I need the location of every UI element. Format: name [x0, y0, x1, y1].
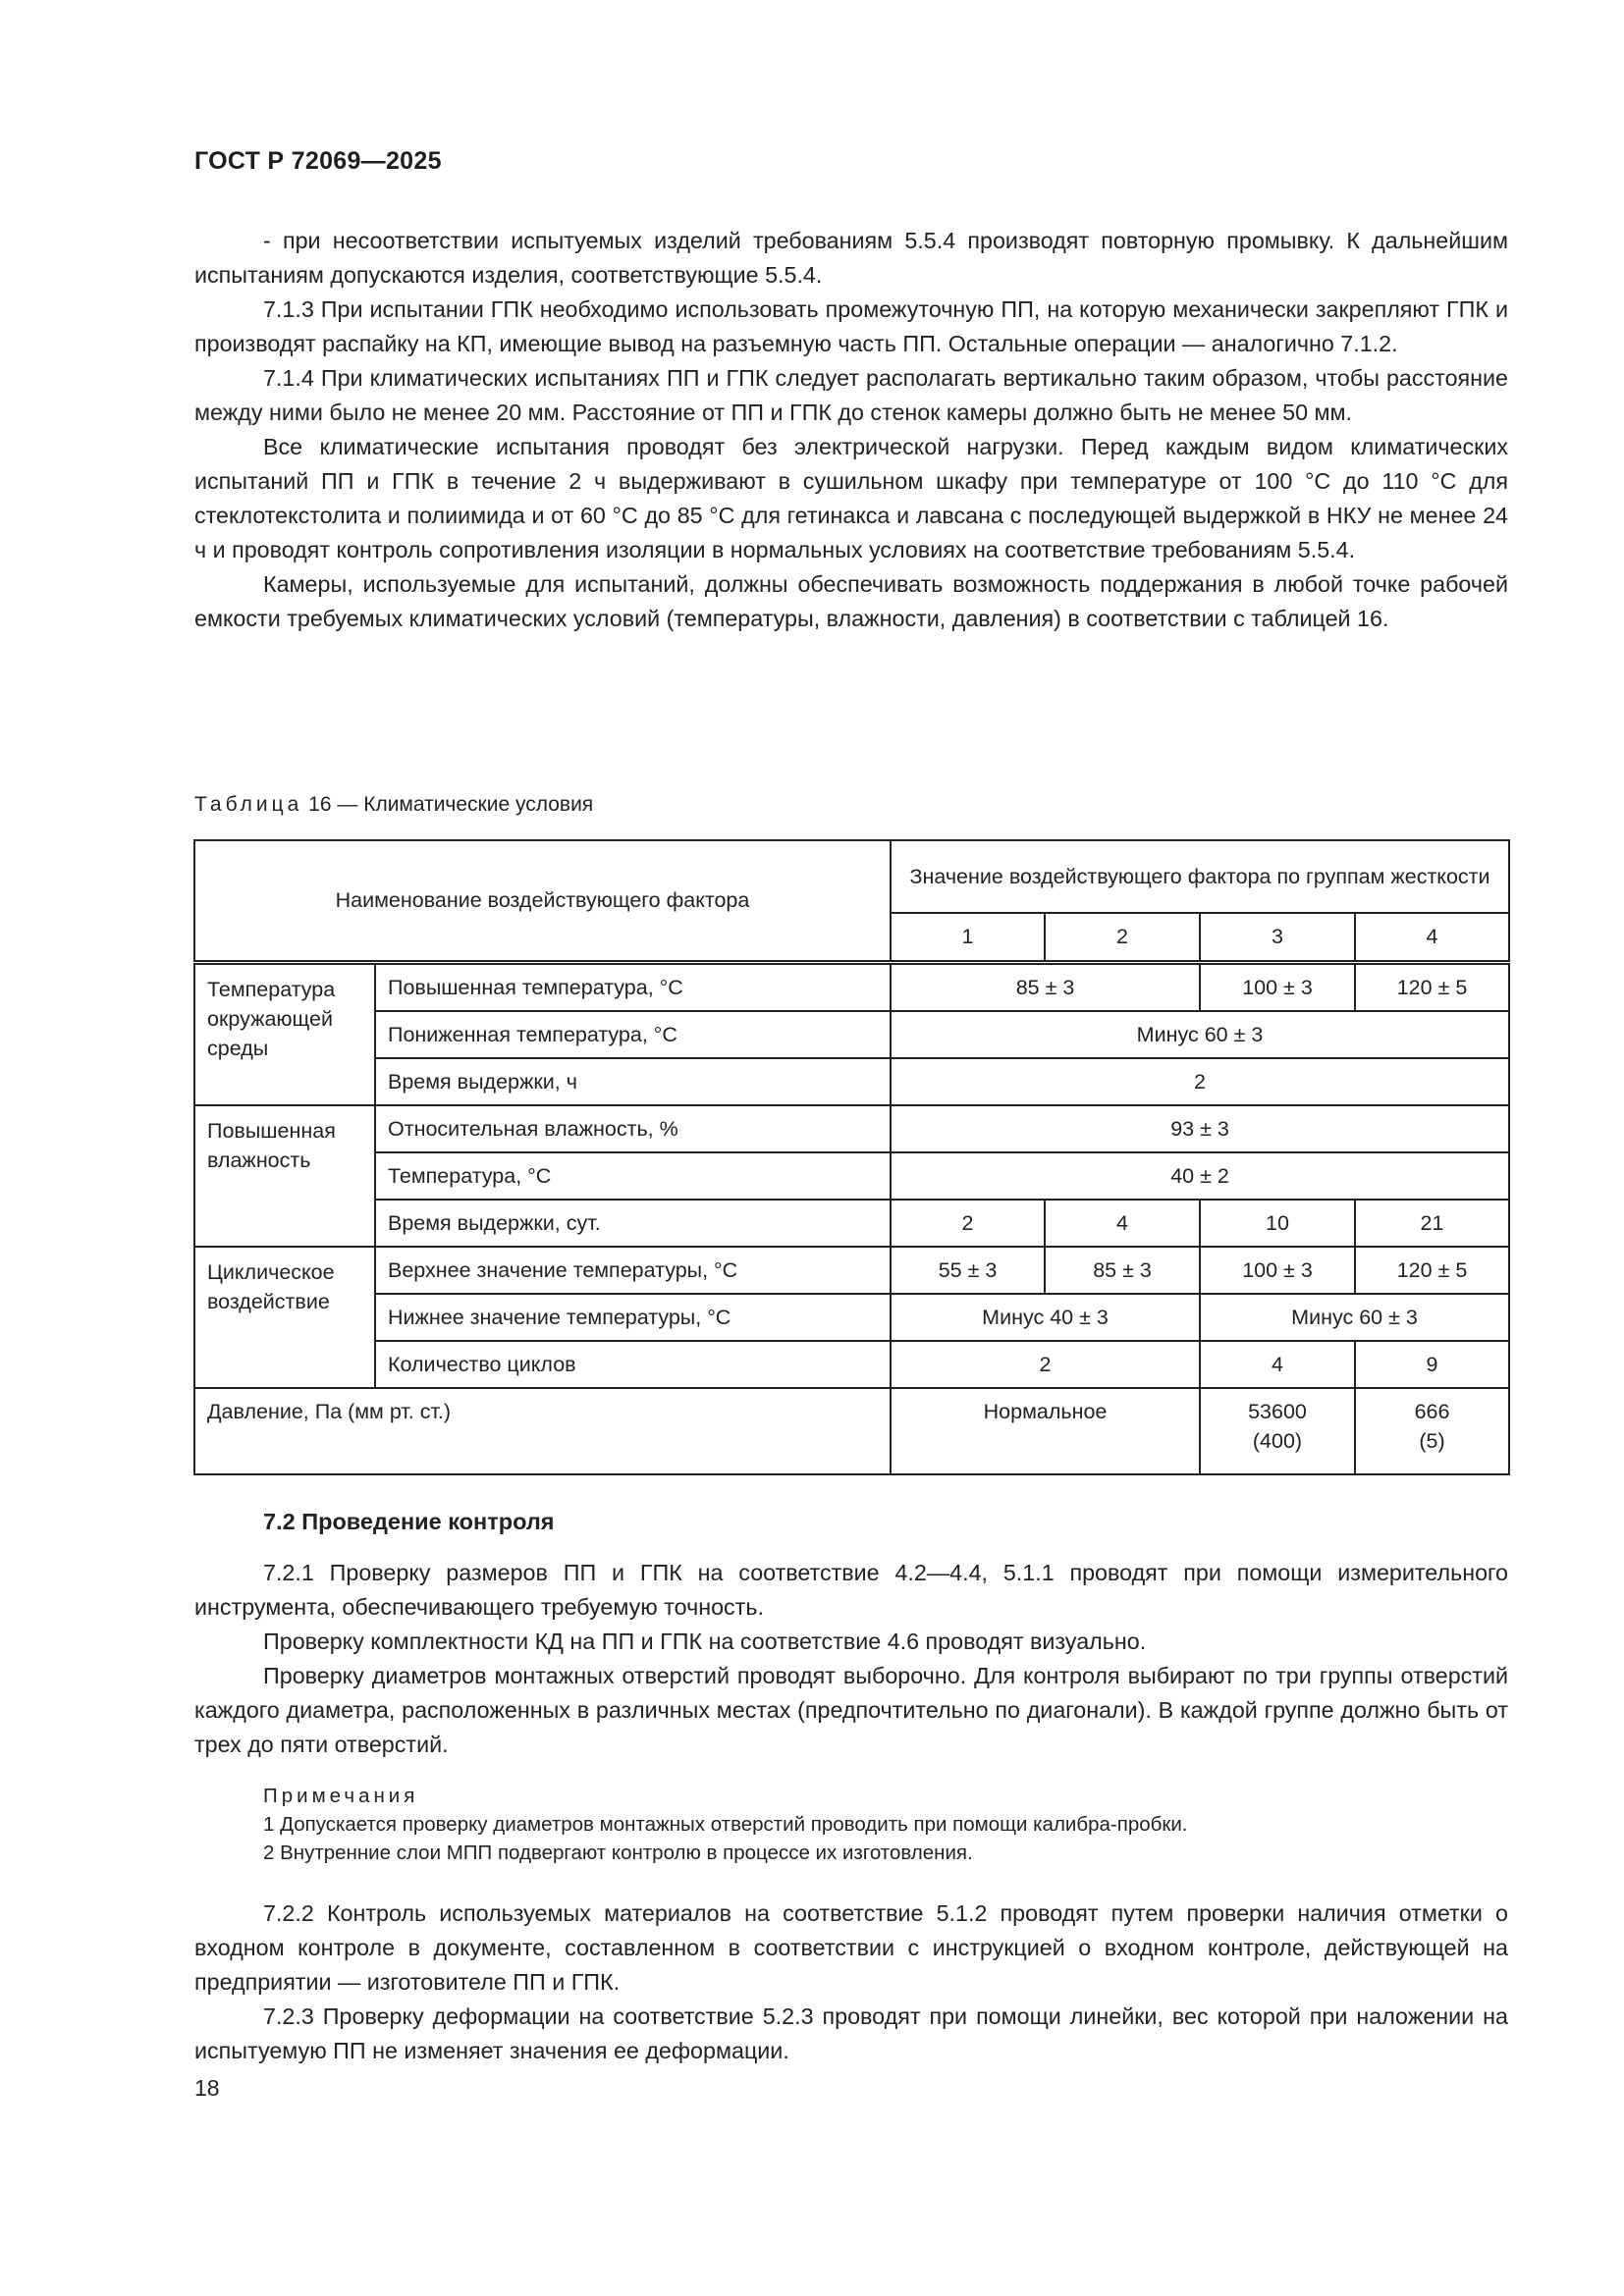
section-7-2-text-continued: [194, 1896, 1508, 2068]
value-line: (5): [1419, 1429, 1445, 1453]
table-row: [194, 1058, 1509, 1105]
table-row: [194, 1341, 1509, 1388]
header-group-2: 2: [1045, 913, 1200, 963]
table-header-row: [194, 840, 1509, 913]
notes-title: Примечания: [263, 1785, 419, 1807]
value-cell: [1355, 1388, 1509, 1474]
pressure-name: Давление, Па (мм рт. ст.): [194, 1388, 891, 1474]
section-heading-7-2: 7.2 Проведение контроля: [263, 1509, 555, 1534]
param-cell: Нижнее значение температуры, °С: [375, 1294, 891, 1341]
document-code-header: ГОСТ Р 72069—2025: [194, 147, 442, 175]
header-groups-title: Значение воздействующего фактора по группам жесткости: [891, 840, 1509, 913]
value-cell: Минус 40 ± 3: [891, 1294, 1200, 1341]
param-cell: Время выдержки, сут.: [375, 1200, 891, 1247]
value-cell: 2: [891, 1341, 1200, 1388]
paragraph-7-2-2: 7.2.2 Контроль используемых материалов на соответствие 5.1.2 проводят путем проверки наличия отметки о входном контроле в документе, составленном в соответствии с инструкцией о входном контроле, действующей на предприятии — изготовителе ПП и ГПК.: [194, 1900, 1508, 1995]
paragraph-7-1-3: 7.1.3 При испытании ГПК необходимо использовать промежуточную ПП, на которую механически закрепляют ГПК и производят распайку на КП, имеющие вывод на разъемную часть ПП. Остальные операции — аналогично 7.1.2.: [194, 296, 1508, 356]
paragraph-holes-check: Проверку диаметров монтажных отверстий проводят выборочно. Для контроля выбирают по три группы отверстий каждого диаметра, расположенных в различных местах (предпочтительно по диагонали). В каждой группе должно быть от трех до пяти отверстий.: [194, 1663, 1508, 1757]
param-cell: Повышенная температура, °С: [375, 963, 891, 1012]
page-number: 18: [194, 2075, 220, 2101]
value-cell: 100 ± 3: [1200, 963, 1355, 1012]
value-line: 53600: [1248, 1400, 1307, 1423]
table-row: [194, 1011, 1509, 1058]
header-factor-name: Наименование воздействующего фактора: [194, 840, 891, 963]
paragraph-rewash-condition: - при несоответствии испытуемых изделий требованиям 5.5.4 производят повторную промывку. К дальнейшим испытаниям допускаются изделия, соответствующие 5.5.4.: [194, 228, 1508, 288]
value-cell: 21: [1355, 1200, 1509, 1247]
value-cell: 100 ± 3: [1200, 1247, 1355, 1294]
paragraph-7-1-4: 7.1.4 При климатических испытаниях ПП и ГПК следует располагать вертикально таким образом, чтобы расстояние между ними было не менее 20 мм. Расстояние от ПП и ГПК до стенок камеры должно быть не менее 50 мм.: [194, 365, 1508, 425]
paragraph-chambers: Камеры, используемые для испытаний, должны обеспечивать возможность поддержания в любой точке рабочей емкости требуемых климатических условий (температуры, влажности, давления) в соответствии с таблицей 16.: [194, 571, 1508, 631]
note-item: 1 Допускается проверку диаметров монтажных отверстий проводить при помощи калибра-пробки.: [263, 1813, 1188, 1836]
table-row: [194, 1294, 1509, 1341]
paragraph-climatic-tests: Все климатические испытания проводят без электрической нагрузки. Перед каждым видом климатических испытаний ПП и ГПК в течение 2 ч выдерживают в сушильном шкафу при температуре от 100 °С до 110 °С для стеклотекстолита и полиимида и от 60 °С до 85 °С для гетинакса и лавсана с последующей выдержкой в НКУ не менее 24 ч и проводят контроль сопротивления изоляции в нормальных условиях на соответствие требованиям 5.5.4.: [194, 434, 1508, 562]
paragraph-kd-check: Проверку комплектности КД на ПП и ГПК на соответствие 4.6 проводят визуально.: [263, 1629, 1147, 1654]
param-cell: Количество циклов: [375, 1341, 891, 1388]
value-cell: [1200, 1388, 1355, 1474]
value-line: 666: [1414, 1400, 1450, 1423]
value-cell: 2: [891, 1058, 1509, 1105]
climatic-conditions-table: [193, 839, 1510, 1475]
value-cell: 120 ± 5: [1355, 1247, 1509, 1294]
param-cell: Относительная влажность, %: [375, 1105, 891, 1152]
table-caption: [194, 793, 593, 817]
header-group-4: 4: [1355, 913, 1509, 963]
value-cell: Минус 60 ± 3: [1200, 1294, 1509, 1341]
value-cell: 40 ± 2: [891, 1152, 1509, 1200]
value-cell: Минус 60 ± 3: [891, 1011, 1509, 1058]
param-cell: Время выдержки, ч: [375, 1058, 891, 1105]
value-cell: 93 ± 3: [891, 1105, 1509, 1152]
value-cell: Нормальное: [891, 1388, 1200, 1474]
value-cell: 9: [1355, 1341, 1509, 1388]
value-cell: 120 ± 5: [1355, 963, 1509, 1012]
header-group-3: 3: [1200, 913, 1355, 963]
note-item: 2 Внутренние слои МПП подвергают контролю в процессе их изготовления.: [263, 1842, 973, 1864]
header-group-1: 1: [891, 913, 1045, 963]
paragraph-7-2-1: 7.2.1 Проверку размеров ПП и ГПК на соответствие 4.2—4.4, 5.1.1 проводят при помощи измерительного инструмента, обеспечивающего требуемую точность.: [194, 1560, 1508, 1620]
section-7-2-text: [194, 1556, 1508, 1762]
param-cell: Верхнее значение температуры, °С: [375, 1247, 891, 1294]
value-cell: 4: [1045, 1200, 1200, 1247]
value-cell: 85 ± 3: [891, 963, 1200, 1012]
table-caption-title: 16 — Климатические условия: [302, 793, 594, 816]
paragraph-7-2-3: 7.2.3 Проверку деформации на соответствие 5.2.3 проводят при помощи линейки, вес которой при наложении на испытуемую ПП не изменяет значения ее деформации.: [194, 2003, 1508, 2063]
group-cyclic: Циклическое воздействие: [194, 1247, 375, 1388]
table-row: [194, 1247, 1509, 1294]
group-ambient-temperature: Температура окружающей среды: [194, 963, 375, 1106]
param-cell: Температура, °С: [375, 1152, 891, 1200]
value-line: (400): [1252, 1429, 1303, 1453]
section-7-1-text: [194, 224, 1508, 636]
table-row: [194, 1105, 1509, 1152]
notes-block: [263, 1782, 1188, 1867]
value-cell: 10: [1200, 1200, 1355, 1247]
table-row: [194, 1200, 1509, 1247]
group-humidity: Повышенная влажность: [194, 1105, 375, 1247]
value-cell: 2: [891, 1200, 1045, 1247]
value-cell: 55 ± 3: [891, 1247, 1045, 1294]
table-row-pressure: [194, 1388, 1509, 1474]
value-cell: 85 ± 3: [1045, 1247, 1200, 1294]
table-caption-label: Таблица: [194, 793, 303, 816]
param-cell: Пониженная температура, °С: [375, 1011, 891, 1058]
value-cell: 4: [1200, 1341, 1355, 1388]
table-row: [194, 963, 1509, 1012]
table-row: [194, 1152, 1509, 1200]
